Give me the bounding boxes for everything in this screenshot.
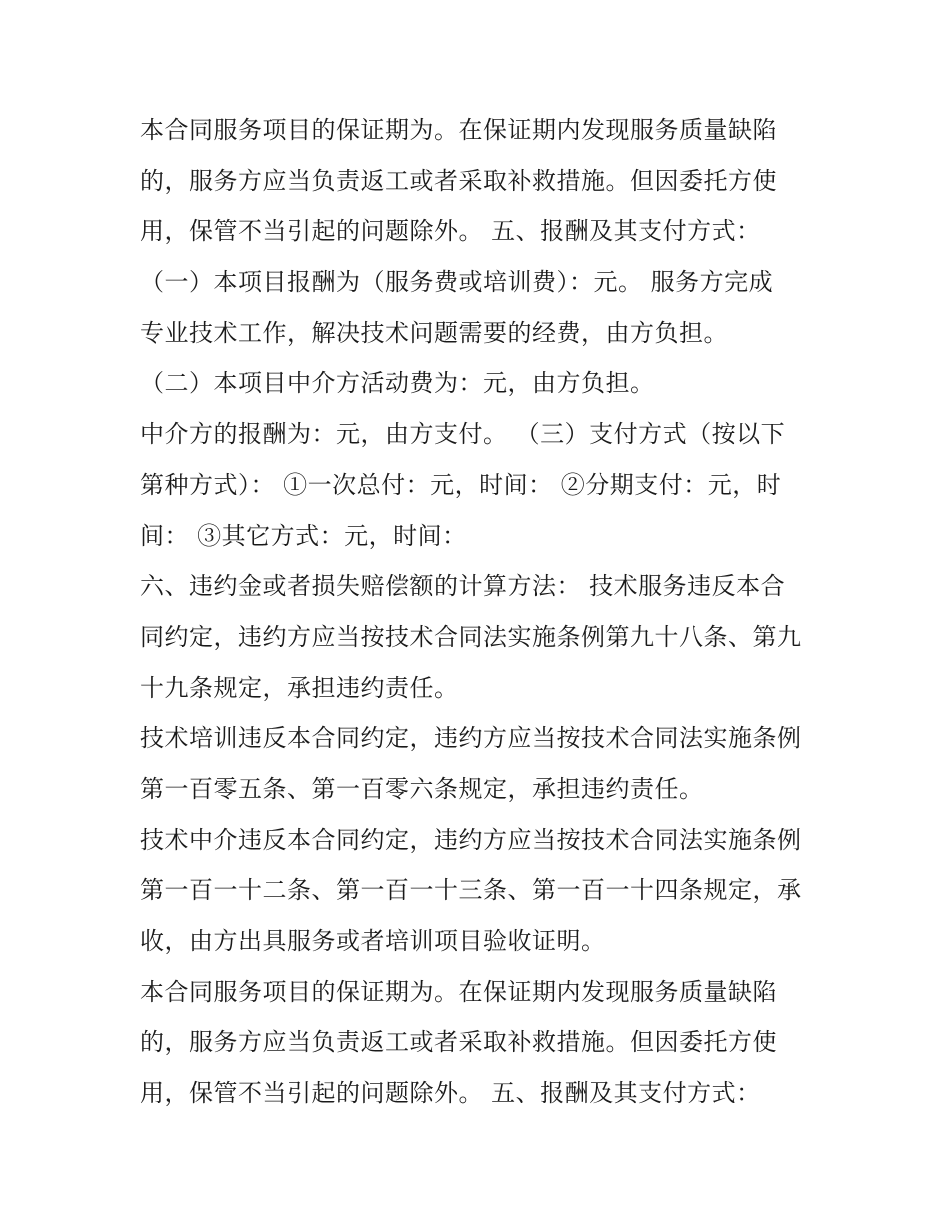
text-line: 第种方式）： ①一次总付：元，时间： ②分期支付：元，时 <box>140 470 782 499</box>
text-line: 本合同服务项目的保证期为。在保证期内发现服务质量缺陷 <box>140 977 777 1006</box>
text-line: 技术培训违反本合同约定，违约方应当按技术合同法实施条例 <box>140 724 802 753</box>
text-line: 用，保管不当引起的问题除外。 五、报酬及其支付方式： <box>140 1079 761 1108</box>
text-line: 技术中介违反本合同约定，违约方应当按技术合同法实施条例 <box>140 825 802 854</box>
text-line: 间： ③其它方式：元，时间： <box>140 521 467 550</box>
text-line: 本合同服务项目的保证期为。在保证期内发现服务质量缺陷 <box>140 116 777 144</box>
text-line: 第一百一十二条、第一百一十三条、第一百一十四条规定，承 <box>140 876 802 905</box>
text-line: 收，由方出具服务或者培训项目验收证明。 <box>140 927 606 955</box>
text-line: 的，服务方应当负责返工或者采取补救措施。但因委托方使 <box>140 1028 777 1057</box>
text-line: （二）本项目中介方活动费为：元，由方负担。 <box>140 369 655 398</box>
text-line: 六、违约金或者损失赔偿额的计算方法： 技术服务违反本合 <box>140 572 786 601</box>
text-line: 同约定，违约方应当按技术合同法实施条例第九十八条、第九 <box>140 622 802 651</box>
text-line: 十九条规定，承担违约责任。 <box>140 673 459 702</box>
text-line: 的，服务方应当负责返工或者采取补救措施。但因委托方使 <box>140 166 777 195</box>
text-line: （一）本项目报酬为（服务费或培训费）：元。 服务方完成 <box>140 268 774 297</box>
text-line: 用，保管不当引起的问题除外。 五、报酬及其支付方式： <box>140 217 761 246</box>
text-line: 中介方的报酬为：元，由方支付。 （三）支付方式（按以下 <box>140 420 786 449</box>
text-line: 专业技术工作，解决技术问题需要的经费，由方负担。 <box>140 318 728 347</box>
text-line: 第一百零五条、第一百零六条规定，承担违约责任。 <box>140 774 704 803</box>
document-body <box>140 105 820 1119</box>
